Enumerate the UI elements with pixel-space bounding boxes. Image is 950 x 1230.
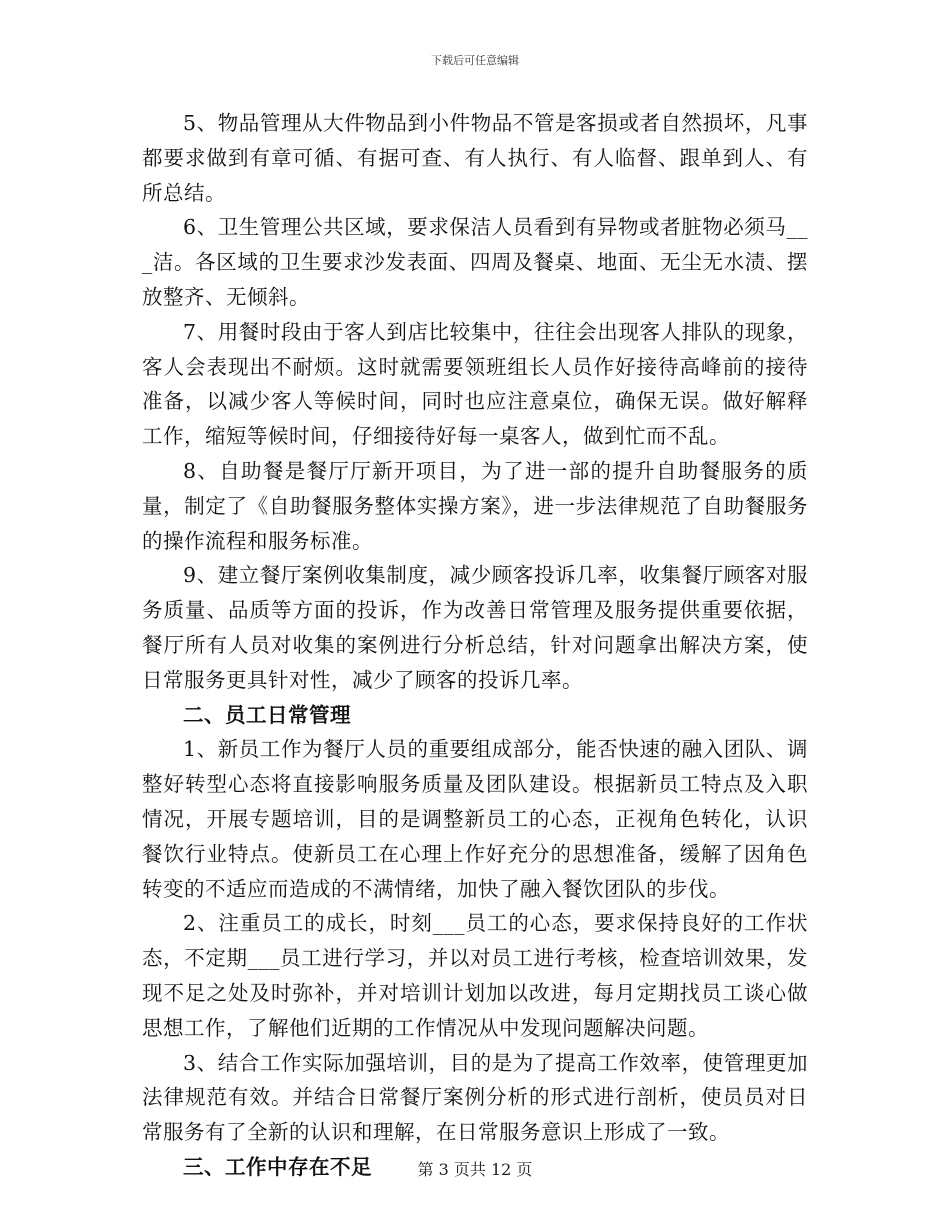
paragraph-item-8: 8、自助餐是餐厅厅新开项目，为了进一部的提升自助餐服务的质量，制定了《自助餐服务整体实操方案》，进一步法律规范了自助餐服务的操作流程和服务标准。 (142, 458, 808, 553)
section-heading-shortcomings: 三、工作中存在不足 (183, 1154, 372, 1179)
paragraph-item-6: 6、卫生管理公共区域，要求保洁人员看到有异物或者脏物必须马___洁。各区域的卫生要求沙发表面、四周及餐桌、地面、无尘无水渍、摆放整齐、无倾斜。 (142, 215, 808, 309)
section-heading-staff-management: 二、员工日常管理 (183, 702, 351, 727)
paragraph-staff-1: 1、新员工作为餐厅人员的重要组成部分，能否快速的融入团队、调整好转型心态将直接影响服务质量及团队建设。根据新员工特点及入职情况，开展专题培训，目的是调整新员工的心态，正视角色转化，认识餐饮行业特点。使新员工在心理上作好充分的思想准备，缓解了因角色转变的不适应而造成的不满情绪，加快了融入餐饮团队的步伐。 (142, 737, 808, 901)
page-footer: 第 3 页共 12 页 (417, 1160, 533, 1179)
paragraph-staff-3: 3、结合工作实际加强培训，目的是为了提高工作效率，使管理更加法律规范有效。并结合日常餐厅案例分析的形式进行剖析，使员员对日常服务有了全新的认识和理解，在日常服务意识上形成了一致。 (142, 1050, 808, 1145)
paragraph-item-9: 9、建立餐厅案例收集制度，减少顾客投诉几率，收集餐厅顾客对服务质量、品质等方面的投诉，作为改善日常管理及服务提供重要依据，餐厅所有人员对收集的案例进行分析总结，针对问题拿出解决方案，使日常服务更具针对性，减少了顾客的投诉几率。 (142, 563, 808, 692)
paragraph-item-7: 7、用餐时段由于客人到店比较集中，往往会出现客人排队的现象，客人会表现出不耐烦。这时就需要领班组长人员作好接待高峰前的接待准备，以减少客人等候时间，同时也应注意桌位，确保无误。做好解释工作，缩短等候时间，仔细接待好每一桌客人，做到忙而不乱。 (142, 319, 808, 449)
document-body (142, 106, 808, 1185)
paragraph-staff-2: 2、注重员工的成长，时刻___员工的心态，要求保持良好的工作状态，不定期___员工进行学习，并以对员工进行考核，检查培训效果，发现不足之处及时弥补，并对培训计划加以改进，每月定期找员工谈心做思想工作，了解他们近期的工作情况从中发现问题解决问题。 (142, 911, 808, 1040)
paragraph-item-5: 5、物品管理从大件物品到小件物品不管是客损或者自然损坏，凡事都要求做到有章可循、有据可查、有人执行、有人临督、跟单到人、有所总结。 (142, 111, 808, 205)
page-header: 下载后可任意编辑 (431, 54, 519, 67)
